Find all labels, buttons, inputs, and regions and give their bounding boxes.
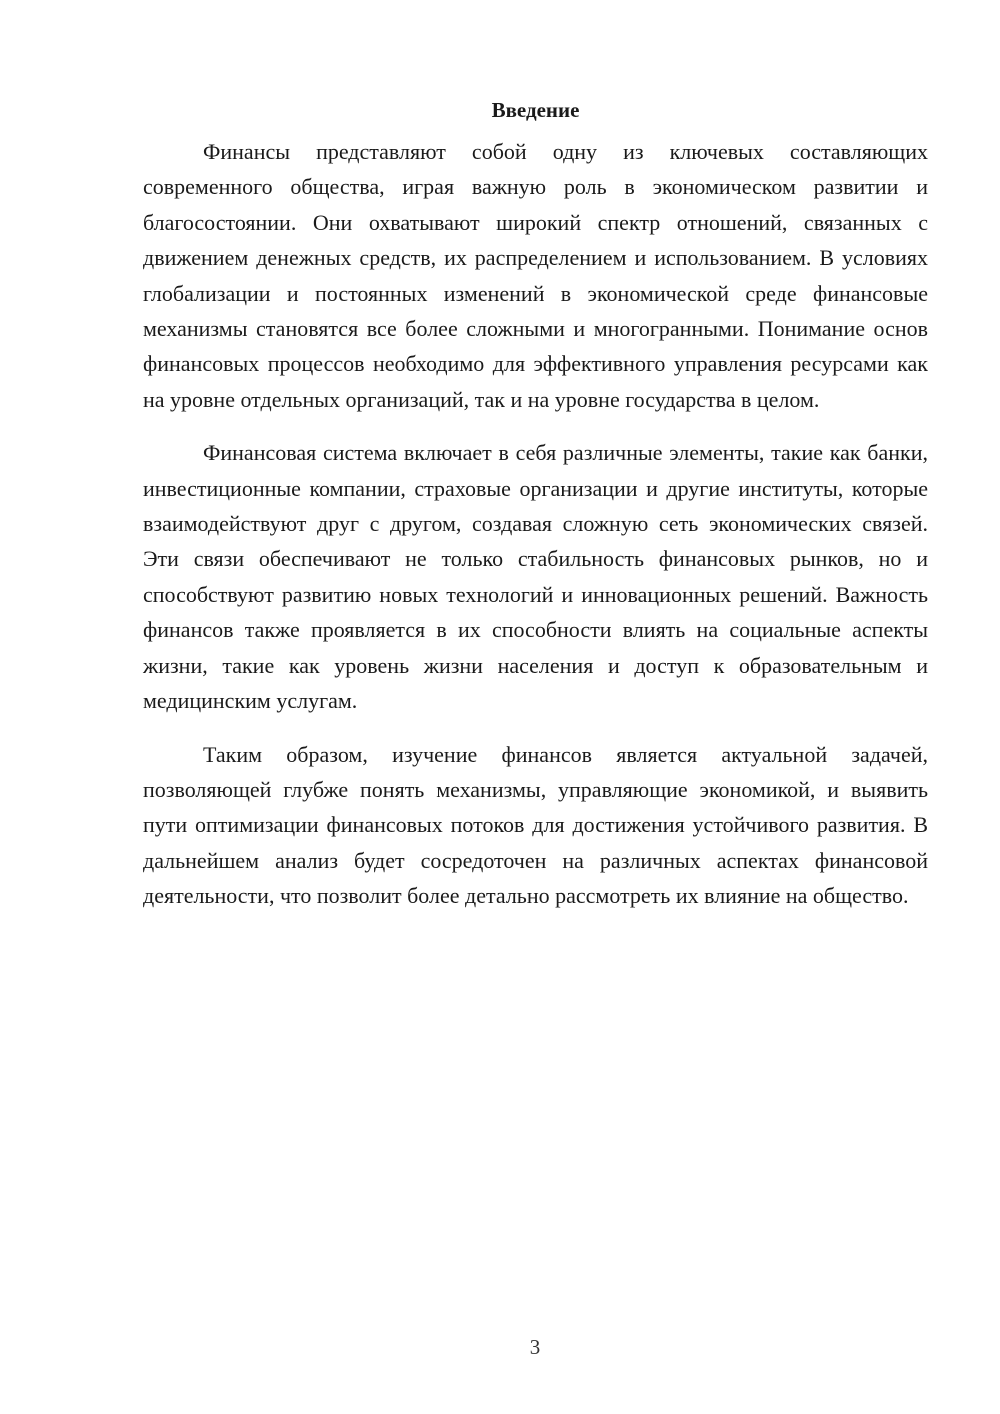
paragraph-2: Финансовая система включает в себя различные элементы, такие как банки, инвестиционные компании, страховые организации и другие институты, которые взаимодействуют друг с другом, создавая сложную сеть экономических связей. Эти связи обеспечивают не только стабильность финансовых рынков, но и способствуют развитию новых технологий и инновационных решений. Важность финансов также проявляется в их способности влиять на социальные аспекты жизни, такие как уровень жизни населения и доступ к образовательным и медицинским услугам. [143,440,928,714]
page-number: 3 [529,1335,541,1359]
paragraph-3: Таким образом, изучение финансов является актуальной задачей, позволяющей глубже понять механизмы, управляющие экономикой, и выявить пути оптимизации финансовых потоков для достижения устойчивого развития. В дальнейшем анализ будет сосредоточен на различных аспектах финансовой деятельности, что позволит более детально рассмотреть их влияние на общество. [143,741,928,909]
section-heading: Введение [491,98,580,122]
page-content [143,96,928,932]
paragraph-1: Финансы представляют собой одну из ключевых составляющих современного общества, играя важную роль в экономическом развитии и благосостоянии. Они охватывают широкий спектр отношений, связанных с движением денежных средств, их распределением и использованием. В условиях глобализации и постоянных изменений в экономической среде финансовые механизмы становятся все более сложными и многогранными. Понимание основ финансовых процессов необходимо для эффективного управления ресурсами как на уровне отдельных организаций, так и на уровне государства в целом. [143,139,928,412]
